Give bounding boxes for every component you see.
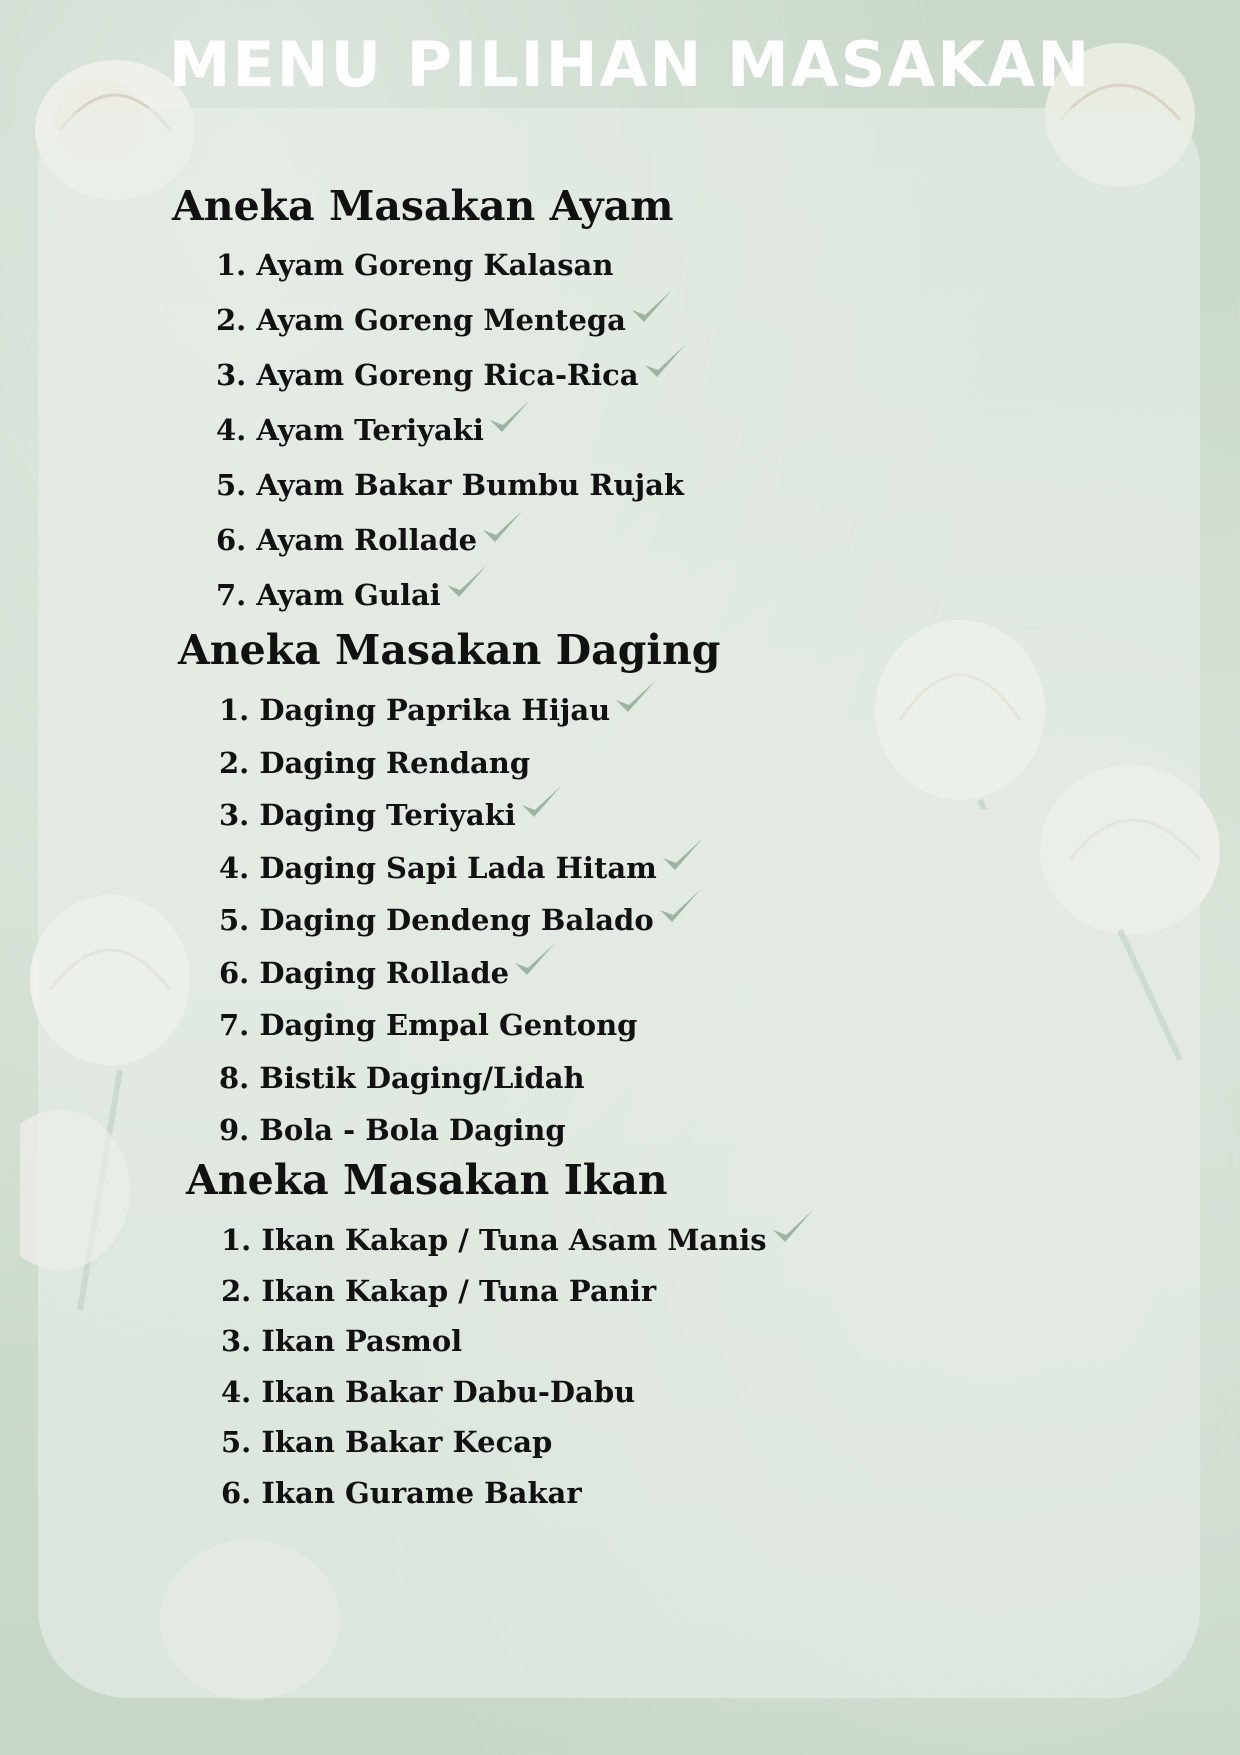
menu-item: 1. Ayam Goreng Kalasan xyxy=(216,248,614,282)
checkmark-icon xyxy=(511,939,557,979)
checkmark-icon xyxy=(612,676,658,716)
menu-item: 6. Ayam Rollade xyxy=(216,523,478,557)
checkmark-icon xyxy=(769,1206,815,1246)
checkmark-icon xyxy=(443,561,489,601)
menu-item: 3. Daging Teriyaki xyxy=(219,798,516,832)
checkmark-icon xyxy=(628,286,674,326)
menu-item: 8. Bistik Daging/Lidah xyxy=(219,1061,585,1095)
menu-item: 2. Ikan Kakap / Tuna Panir xyxy=(221,1274,657,1308)
menu-item: 5. Daging Dendeng Balado xyxy=(219,903,654,937)
menu-item: 1. Ikan Kakap / Tuna Asam Manis xyxy=(221,1223,767,1257)
section-title-daging: Aneka Masakan Daging xyxy=(178,626,721,674)
menu-item: 6. Ikan Gurame Bakar xyxy=(221,1476,582,1510)
menu-item: 9. Bola - Bola Daging xyxy=(219,1113,566,1147)
menu-item: 1. Daging Paprika Hijau xyxy=(219,693,611,727)
checkmark-icon xyxy=(659,834,705,874)
menu-item: 7. Ayam Gulai xyxy=(216,578,441,612)
section-title-ayam: Aneka Masakan Ayam xyxy=(172,182,674,230)
menu-item: 6. Daging Rollade xyxy=(219,956,510,990)
menu-item: 3. Ayam Goreng Rica-Rica xyxy=(216,358,639,392)
menu-item: 3. Ikan Pasmol xyxy=(221,1324,463,1358)
checkmark-icon xyxy=(656,886,702,926)
menu-item: 4. Ayam Teriyaki xyxy=(216,413,484,447)
menu-item: 7. Daging Empal Gentong xyxy=(219,1008,638,1042)
checkmark-icon xyxy=(518,781,564,821)
menu-item: 2. Ayam Goreng Mentega xyxy=(216,303,626,337)
checkmark-icon xyxy=(641,341,687,381)
menu-item: 2. Daging Rendang xyxy=(219,746,531,780)
menu-item: 4. Daging Sapi Lada Hitam xyxy=(219,851,657,885)
menu-item: 4. Ikan Bakar Dabu-Dabu xyxy=(221,1375,636,1409)
section-title-ikan: Aneka Masakan Ikan xyxy=(186,1156,668,1204)
checkmark-icon xyxy=(486,396,532,436)
menu-item: 5. Ayam Bakar Bumbu Rujak xyxy=(216,468,684,502)
page-title: MENU PILIHAN MASAKAN xyxy=(168,28,1092,101)
menu-item: 5. Ikan Bakar Kecap xyxy=(221,1425,553,1459)
checkmark-icon xyxy=(479,506,525,546)
